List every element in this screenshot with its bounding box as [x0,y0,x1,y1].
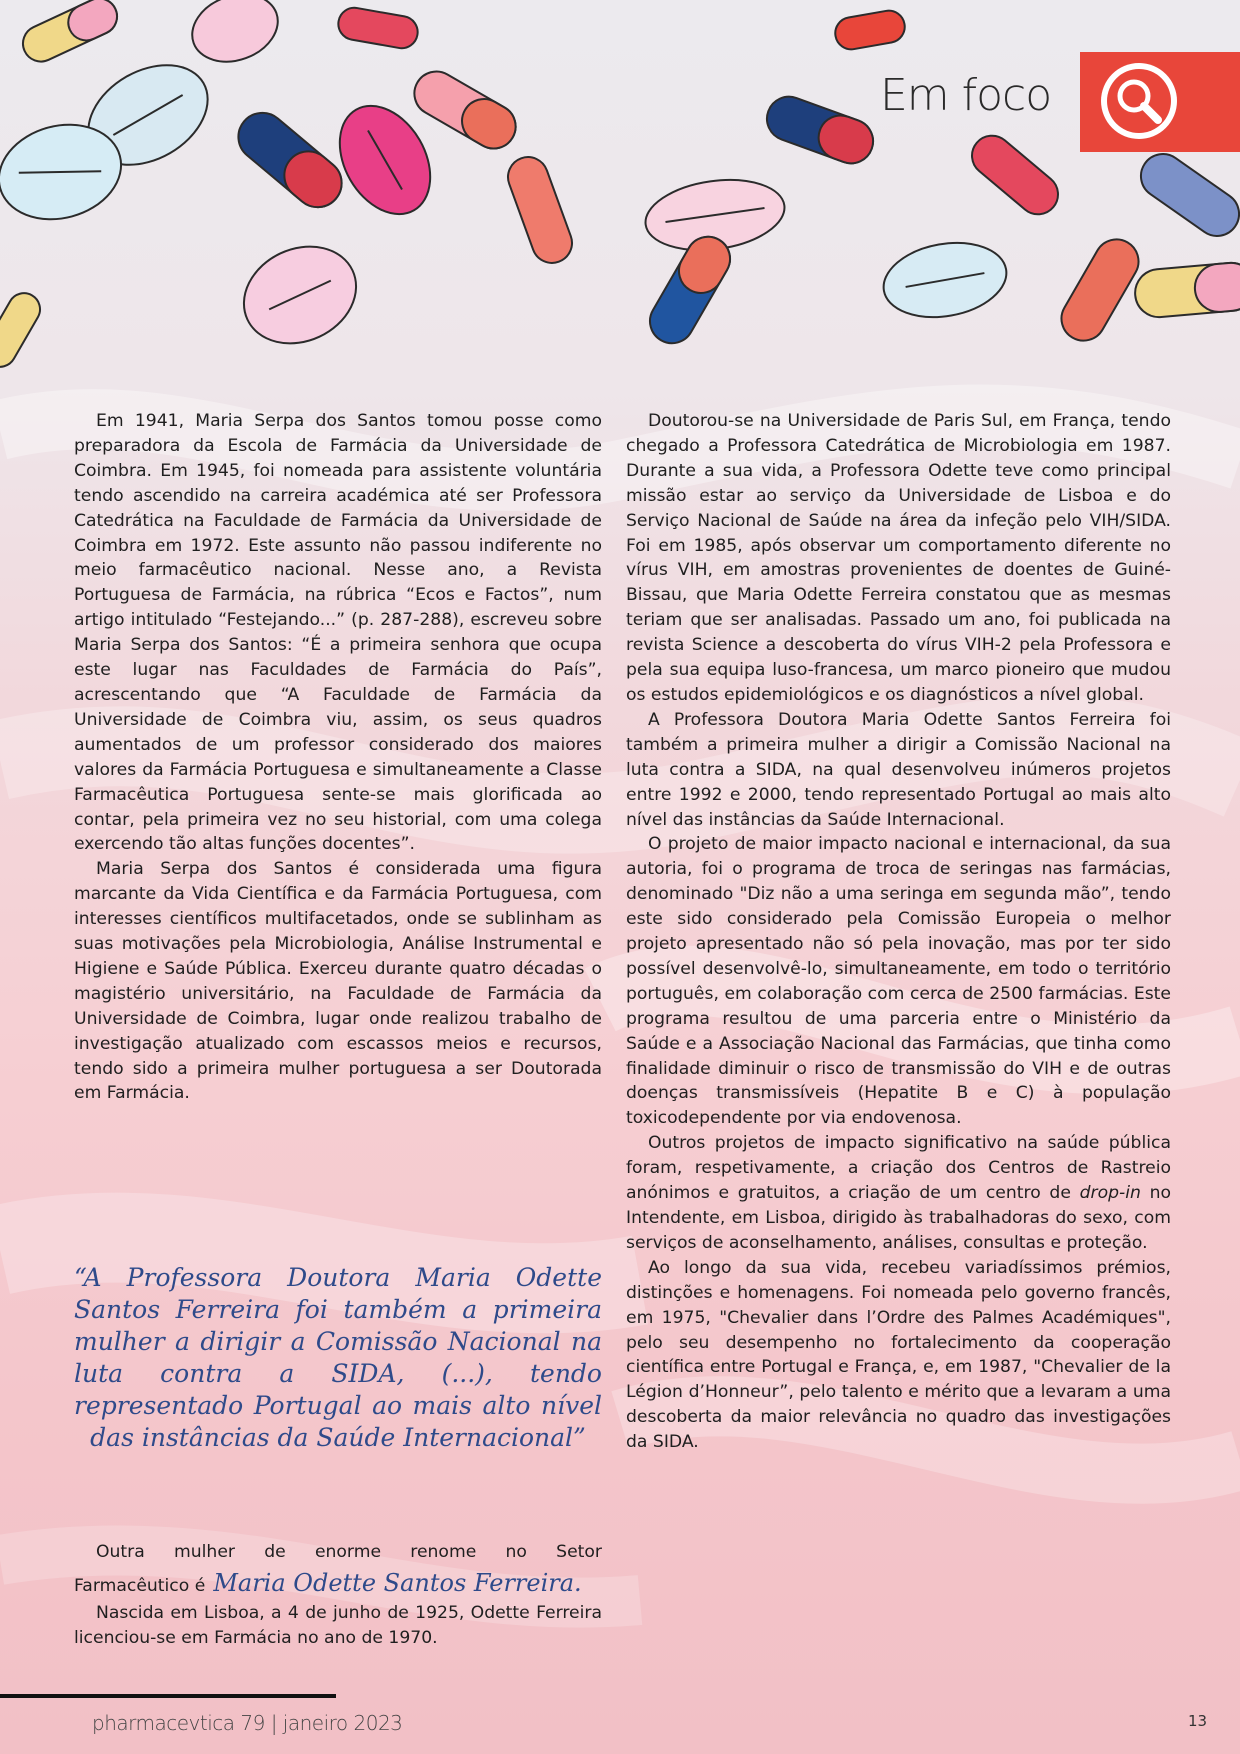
section-label: Em foco [880,70,1052,121]
paragraph [626,1131,1171,1256]
magnifier-icon [1096,58,1182,144]
text-run: Outros projetos de impacto significativo na saúde pública foram, respetivamente, a criação dos Centros de Rastreio anónimos e gratuitos, a criação de um centro de [626,1133,1171,1204]
paragraph: Maria Serpa dos Santos é considerada uma figura marcante da Vida Científica e da Farmácia Portuguesa, com interesses científicos multifacetados, onde se sublinham as suas motivações pela Microbiologia, Análise Instrumental e Higiene e Saúde Pública. Exerceu durante quatro décadas o magistério universitário, na Faculdade de Farmácia da Universidade de Coimbra, lugar onde realizou trabalho de investigação atualizado com escassos meios e recursos, tendo sido a primeira mulher portuguesa a ser Doutorada em Farmácia. [74,859,602,1104]
pills-illustration [0,0,1240,395]
paragraph: A Professora Doutora Maria Odette Santos Ferreira foi também a primeira mulher a dirigir a Comissão Nacional na luta contra a SIDA, na qual desenvolveu inúmeros projetos entre 1992 e 2000, tendo representado Portugal ao mais alto nível das instâncias da Saúde Internacional. [626,709,1171,830]
intro-odette [74,1540,602,1651]
pull-quote: “A Professora Doutora Maria Odette Santos Ferreira foi também a primeira mulher a dirigir a Comissão Nacional na luta contra a SIDA, (...), tendo representado Portugal ao mais alto nível das instâncias da Saúde Internacional” [74,1263,602,1452]
intro-prefix: Farmacêutico é [74,1575,206,1596]
right-column [626,409,1171,1455]
text-run: no Intendente, em Lisboa, dirigido às trabalhadoras do sexo, com serviços de aconselhamento, análises, consultas e proteção. [626,1183,1171,1253]
footer-rule [0,1694,336,1698]
page-number: 13 [1188,1712,1208,1730]
paragraph: Em 1941, Maria Serpa dos Santos tomou posse como preparadora da Escola de Farmácia da Universidade de Coimbra. Em 1945, foi nomeada para assistente voluntária tendo ascendido na carreira académica até ser Professora Catedrática na Faculdade de Farmácia da Universidade de Coimbra em 1972. Este assunto não passou indiferente no meio farmacêutico nacional. Nesse ano, a Revista Portuguesa de Farmácia, na rúbrica “Ecos e Factos”, num artigo intitulado “Festejando...” (p. 287-288), escreveu sobre Maria Serpa dos Santos: “É a primeira senhora que ocupa este lugar nas Faculdades de Farmácia do País”, acrescentando que “A Faculdade de Farmácia da Universidade de Coimbra viu, assim, os seus quadros aumentados de um professor considerado dos maiores valores da Farmácia Portuguesa e simultaneamente a Classe Farmacêutica Portuguesa sente-se mais glorificada ao contar, pela primeira vez no seu historial, com uma colega exercendo tão altas funções docentes”. [74,411,602,855]
italic-term: drop-in [1079,1183,1141,1204]
highlighted-name: Maria Odette Santos Ferreira. [213,1568,582,1597]
intro-line: Nascida em Lisboa, a 4 de junho de 1925, Odette Ferreira licenciou-se em Farmácia no ano de 1970. [74,1602,602,1648]
paragraph: O projeto de maior impacto nacional e internacional, da sua autoria, foi o programa de troca de seringas nas farmácias, denominado "Diz não a uma seringa em segunda mão”, tendo este sido considerado pela Comissão Europeia o melhor projeto apresentado não só pela inovação, mas por ter sido possível desenvolvê-lo, simultaneamente, em todo o território português, em colaboração com cerca de 2500 farmácias. Este programa resultou de uma parceria entre o Ministério da Saúde e a Associação Nacional das Farmácias, que tinha como finalidade diminuir o risco de transmissão do VIH e de outras doenças transmissíveis (Hepatite B e C) à população toxicodependente por via endovenosa. [626,834,1171,1129]
left-column [74,409,602,1106]
intro-line: Outra mulher de enorme renome no Setor [96,1542,602,1562]
section-tab [1080,52,1240,152]
paragraph: Ao longo da sua vida, recebeu variadíssimos prémios, distinções e homenagens. Foi nomeada pelo governo francês, em 1975, "Chevalier dans l’Ordre des Palmes Académiques", pelo seu desempenho no fortalecimento da cooperação científica entre Portugal e França, e, em 1987, "Chevalier de la Légion d’Honneur”, pelo talento e mérito que a levaram a uma descoberta da maior relevância no quadro das investigações da SIDA. [626,1257,1171,1453]
intro-line [74,1568,602,1599]
footer-publication: pharmacevtica 79 | janeiro 2023 [92,1711,403,1735]
paragraph: Doutorou-se na Universidade de Paris Sul, em França, tendo chegado a Professora Catedrática de Microbiologia em 1987. Durante a sua vida, a Professora Odette teve como principal missão estar ao serviço da Universidade de Lisboa e do Serviço Nacional de Saúde na área da infeção pelo VIH/SIDA. Foi em 1985, após observar um comportamento diferente no vírus VIH, em amostras provenientes de doentes de Guiné-Bissau, que Maria Odette Ferreira constatou que as mesmas teriam que ser analisadas. Passado um ano, foi publicada na revista Science a descoberta do vírus VIH-2 pela Professora e pela sua equipa luso-francesa, um marco pioneiro que mudou os estudos epidemiológicos e os diagnósticos a nível global. [626,411,1171,705]
